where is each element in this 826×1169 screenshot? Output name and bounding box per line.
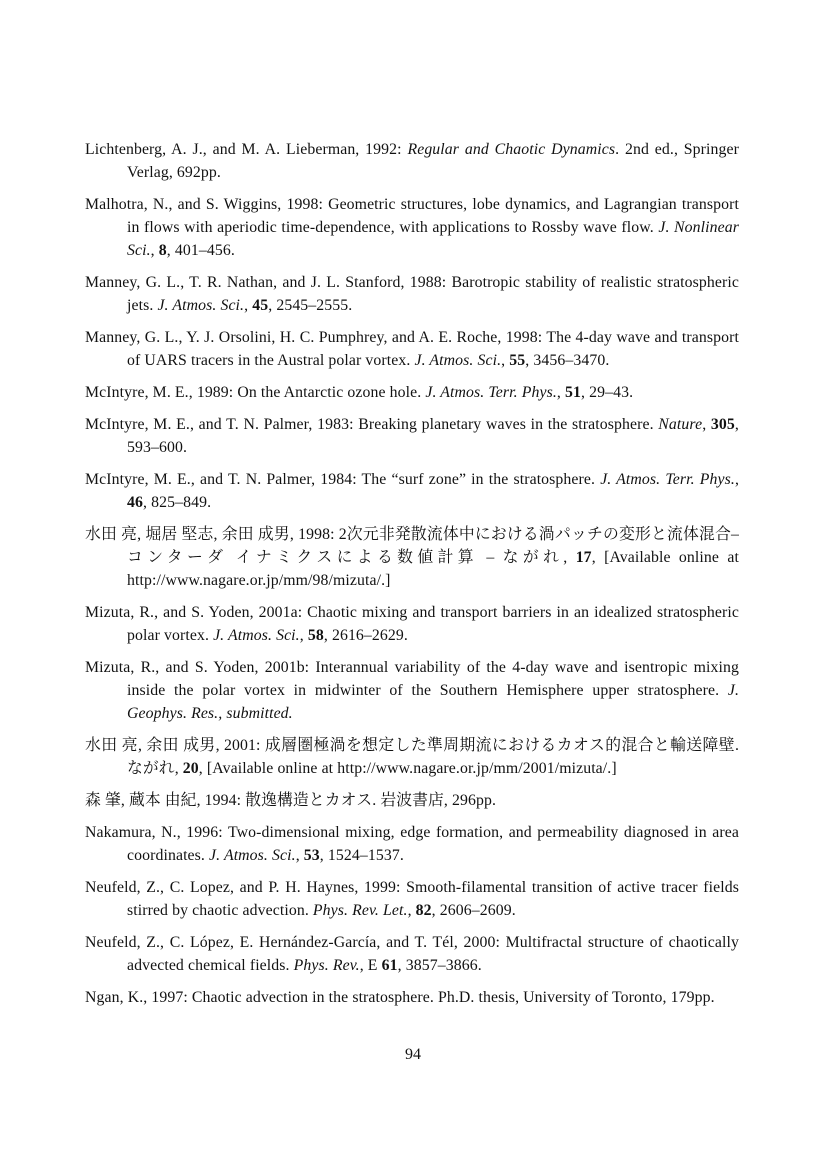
- reference-text-segment: 森 肇, 蔵本 由紀, 1994: 散逸構造とカオス. 岩波書店, 296pp.: [85, 792, 497, 809]
- reference-text-segment: Ngan, K., 1997: Chaotic advection in the stratosphere. Ph.D. thesis, University of Toronto, 179pp.: [85, 989, 715, 1006]
- reference-text-segment: Nakamura, N., 1996: Two-dimensional mixing, edge formation, and permeability diagnosed in area coordinates.: [85, 824, 739, 864]
- reference-text-segment: Phys. Rev. Let.: [312, 902, 408, 919]
- reference-text-segment: Neufeld, Z., C. López, E. Hernández-García, and T. Tél, 2000: Multifractal structure of chaotically advected chemical fields.: [85, 934, 739, 974]
- reference-text-segment: , 825–849.: [143, 494, 212, 511]
- reference-text-segment: 61: [381, 957, 398, 974]
- reference-entry: [85, 789, 739, 812]
- reference-text-segment: J. Atmos. Terr. Phys.: [600, 471, 735, 488]
- reference-text-segment: J. Atmos. Sci.: [213, 627, 300, 644]
- reference-entry: [85, 656, 739, 725]
- reference-text-segment: J. Geophys. Res.: [127, 682, 739, 722]
- reference-entry: [85, 821, 739, 867]
- reference-text-segment: Regular and Chaotic Dynamics: [407, 141, 616, 158]
- reference-text-segment: , [Available online at http://www.nagare.or.jp/mm/2001/mizuta/.]: [198, 760, 617, 777]
- reference-entry: [85, 601, 739, 647]
- reference-entry: [85, 326, 739, 372]
- reference-text-segment: , 401–456.: [166, 242, 235, 259]
- reference-text-segment: submitted.: [226, 705, 293, 722]
- reference-text-segment: ,: [407, 902, 416, 919]
- reference-text-segment: Mizuta, R., and S. Yoden, 2001b: Interannual variability of the 4-day wave and isentropic mixing inside the polar vortex in midwinter of the Southern Hemisphere upper stratosphere.: [85, 659, 739, 699]
- reference-text-segment: ,: [556, 384, 566, 401]
- reference-text-segment: J. Atmos. Sci.: [157, 297, 245, 314]
- reference-text-segment: ,: [501, 352, 510, 369]
- reference-text-segment: McIntyre, M. E., and T. N. Palmer, 1983: Breaking planetary waves in the stratosphere.: [85, 416, 659, 433]
- reference-text-segment: , 593–600.: [127, 416, 739, 456]
- reference-text-segment: Mizuta, R., and S. Yoden, 2001a: Chaotic mixing and transport barriers in an idealized stratospheric polar vortex.: [85, 604, 739, 644]
- reference-text-segment: McIntyre, M. E., and T. N. Palmer, 1984: The “surf zone” in the stratosphere.: [85, 471, 601, 488]
- reference-text-segment: 305: [710, 416, 735, 433]
- reference-text-segment: Neufeld, Z., C. Lopez, and P. H. Haynes, 1999: Smooth-filamental transition of active tracer fields stirred by chaotic advection.: [85, 879, 739, 919]
- reference-text-segment: , 2545–2555.: [268, 297, 353, 314]
- reference-entry: [85, 468, 739, 514]
- reference-text-segment: , 29–43.: [581, 384, 634, 401]
- page-number: 94: [405, 1046, 421, 1063]
- reference-entry: [85, 876, 739, 922]
- reference-text-segment: ,: [702, 416, 711, 433]
- reference-text-segment: 55: [509, 352, 526, 369]
- reference-text-segment: Manney, G. L., T. R. Nathan, and J. L. Stanford, 1988: Barotropic stability of realistic stratospheric jets.: [85, 274, 739, 314]
- reference-text-segment: McIntyre, M. E., 1989: On the Antarctic ozone hole.: [85, 384, 426, 401]
- reference-text-segment: , 2616–2629.: [323, 627, 408, 644]
- reference-text-segment: ,: [244, 297, 253, 314]
- reference-entry: [85, 193, 739, 262]
- reference-text-segment: J. Atmos. Sci.: [414, 352, 502, 369]
- reference-entry: [85, 523, 739, 592]
- reference-entry: [85, 271, 739, 317]
- reference-entry: [85, 381, 739, 404]
- reference-text-segment: 46: [127, 494, 143, 511]
- reference-text-segment: 53: [303, 847, 320, 864]
- reference-text-segment: 45: [252, 297, 269, 314]
- reference-entry: [85, 413, 739, 459]
- reference-text-segment: , E: [359, 957, 382, 974]
- reference-text-segment: 51: [565, 384, 582, 401]
- reference-entry: [85, 138, 739, 184]
- reference-text-segment: 17: [575, 549, 592, 566]
- reference-text-segment: ,: [299, 627, 308, 644]
- reference-text-segment: ,: [218, 705, 227, 722]
- reference-text-segment: Malhotra, N., and S. Wiggins, 1998: Geometric structures, lobe dynamics, and Lagrangian transport in flows with aperiodic time-dependence, with applications to Rossby wave flow.: [85, 196, 739, 236]
- reference-text-segment: ,: [295, 847, 304, 864]
- reference-text-segment: 20: [182, 760, 199, 777]
- reference-text-segment: Nature: [658, 416, 703, 433]
- reference-text-segment: 58: [307, 627, 324, 644]
- reference-text-segment: , 3456–3470.: [525, 352, 610, 369]
- reference-text-segment: 水田 亮, 余田 成男, 2001: 成層圏極渦を想定した準周期流におけるカオス的混合と輸送障壁. ながれ,: [85, 737, 739, 777]
- reference-text-segment: . 2nd ed., Springer Verlag, 692pp.: [127, 141, 739, 181]
- reference-text-segment: , [Available online at http://www.nagare.or.jp/mm/98/mizuta/.]: [127, 549, 739, 589]
- reference-text-segment: 水田 亮, 堀居 堅志, 余田 成男, 1998: 2次元非発散流体中における渦パッチの変形と流体混合– コンターダ イナミクスによる数値計算 – ながれ,: [85, 526, 739, 566]
- reference-text-segment: 82: [415, 902, 432, 919]
- reference-text-segment: Phys. Rev.: [293, 957, 360, 974]
- reference-text-segment: ,: [150, 242, 159, 259]
- reference-entry: [85, 734, 739, 780]
- reference-text-segment: Lichtenberg, A. J., and M. A. Lieberman, 1992:: [85, 141, 408, 158]
- reference-entry: [85, 986, 739, 1009]
- reference-text-segment: 8: [158, 242, 167, 259]
- reference-text-segment: , 3857–3866.: [397, 957, 482, 974]
- reference-text-segment: J. Atmos. Sci.: [209, 847, 296, 864]
- reference-text-segment: , 2606–2609.: [431, 902, 516, 919]
- reference-entry: [85, 931, 739, 977]
- reference-list: [85, 138, 739, 1018]
- reference-text-segment: J. Nonlinear Sci.: [127, 219, 739, 259]
- reference-text-segment: J. Atmos. Terr. Phys.: [425, 384, 557, 401]
- reference-text-segment: Manney, G. L., Y. J. Orsolini, H. C. Pumphrey, and A. E. Roche, 1998: The 4-day wave and transport of UARS tracers in the Austral polar vortex.: [85, 329, 739, 369]
- reference-text-segment: ,: [734, 471, 740, 488]
- reference-text-segment: , 1524–1537.: [319, 847, 404, 864]
